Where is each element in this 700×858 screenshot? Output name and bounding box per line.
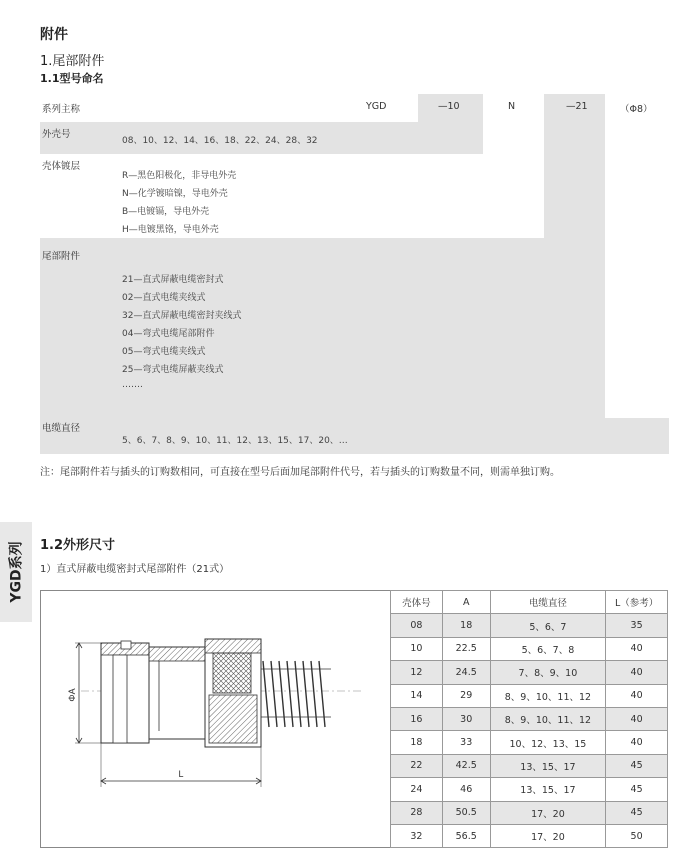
cell-l: 50 <box>606 824 668 847</box>
dimension-l <box>101 743 261 787</box>
cell-cable: 8、9、10、11、12 <box>490 707 606 730</box>
tail-item: 32—直式屏蔽电缆密封夹线式 <box>122 311 242 321</box>
cell-cable: 13、15、17 <box>490 754 606 777</box>
tail-item: ……. <box>122 380 143 390</box>
cable-values: 5、6、7、8、9、10、11、12、13、15、17、20、… <box>122 436 348 446</box>
plating-item: R—黑色阳极化，非导电外壳 <box>122 171 237 181</box>
cell-a: 22.5 <box>442 637 490 660</box>
table-row <box>391 637 668 660</box>
tail-item: 02—直式电缆夹线式 <box>122 293 206 303</box>
cell-a: 56.5 <box>442 824 490 847</box>
plating-item: N—化学镀暗镍，导电外壳 <box>122 189 228 199</box>
series-label: 系列主称 <box>42 104 81 115</box>
plating-item: B—电镀镉，导电外壳 <box>122 207 210 217</box>
table-row <box>391 684 668 707</box>
cable-label: 电缆直径 <box>42 423 81 434</box>
phi-a-label: ΦA <box>67 688 77 702</box>
drawing-subtitle: 1）直式屏蔽电缆密封式尾部附件（21式） <box>40 564 230 575</box>
series-code: YGD <box>366 101 387 112</box>
section-heading-tail: 1.尾部附件 <box>40 54 105 69</box>
cell-shell: 28 <box>391 801 443 824</box>
table-row <box>391 614 668 637</box>
cell-l: 45 <box>606 801 668 824</box>
cell-cable: 7、8、9、10 <box>490 661 606 684</box>
header-cable-diameter: 电缆直径 <box>490 591 606 614</box>
cell-a: 42.5 <box>442 754 490 777</box>
cell-a: 30 <box>442 707 490 730</box>
tail-item: 21—直式屏蔽电缆密封式 <box>122 275 224 285</box>
series-side-tab-label: YGD系列 <box>9 541 25 603</box>
cable-code: （Φ8） <box>620 104 653 115</box>
plating-label: 壳体镀层 <box>42 161 81 172</box>
cell-cable: 8、9、10、11、12 <box>490 684 606 707</box>
header-a: A <box>442 591 490 614</box>
cell-l: 35 <box>606 614 668 637</box>
cell-cable: 10、12、13、15 <box>490 731 606 754</box>
cable-nut <box>205 639 261 747</box>
table-row <box>391 778 668 801</box>
shell-code: —10 <box>438 101 460 112</box>
section-heading-model: 1.1型号命名 <box>40 72 104 85</box>
cell-l: 40 <box>606 707 668 730</box>
shell-values: 08、10、12、14、16、18、22、24、28、32 <box>122 136 318 146</box>
cell-a: 29 <box>442 684 490 707</box>
cell-l: 40 <box>606 684 668 707</box>
cell-a: 33 <box>442 731 490 754</box>
connector-drawing <box>41 591 389 847</box>
cell-shell: 32 <box>391 824 443 847</box>
table-row <box>391 707 668 730</box>
header-shell-size: 壳体号 <box>391 591 443 614</box>
cell-shell: 16 <box>391 707 443 730</box>
shell-label: 外壳号 <box>42 129 71 140</box>
tail-label: 尾部附件 <box>42 251 81 262</box>
page-title: 附件 <box>40 27 68 43</box>
cell-shell: 22 <box>391 754 443 777</box>
cell-l: 45 <box>606 778 668 801</box>
tail-item: 04—弯式电缆尾部附件 <box>122 329 215 339</box>
cell-shell: 18 <box>391 731 443 754</box>
cell-a: 18 <box>442 614 490 637</box>
cell-cable: 13、15、17 <box>490 778 606 801</box>
tail-item: 25—弯式电缆屏蔽夹线式 <box>122 365 224 375</box>
table-row <box>391 824 668 847</box>
cell-shell: 14 <box>391 684 443 707</box>
cell-cable: 17、20 <box>490 801 606 824</box>
cell-cable: 5、6、7、8 <box>490 637 606 660</box>
cell-shell: 24 <box>391 778 443 801</box>
table-row <box>391 731 668 754</box>
cell-l: 45 <box>606 754 668 777</box>
cell-l: 40 <box>606 661 668 684</box>
plating-item: H—电镀黑铬，导电外壳 <box>122 225 219 235</box>
cell-a: 50.5 <box>442 801 490 824</box>
dimension-table <box>390 590 668 848</box>
connector-body <box>101 641 209 743</box>
cell-shell: 08 <box>391 614 443 637</box>
header-l-ref: L（参考） <box>606 591 668 614</box>
cell-shell: 12 <box>391 661 443 684</box>
table-header-row <box>391 591 668 614</box>
cell-cable: 17、20 <box>490 824 606 847</box>
plating-code: N <box>508 101 516 112</box>
dimension-phi-a <box>67 643 101 743</box>
table-row <box>391 801 668 824</box>
tail-item: 05—弯式电缆夹线式 <box>122 347 206 357</box>
note-text: 注：尾部附件若与插头的订购数相同，可直接在型号后面加尾部附件代号，若与插头的订购数量不同，则需单独订购。 <box>40 467 560 478</box>
cell-l: 40 <box>606 637 668 660</box>
table-row <box>391 754 668 777</box>
series-side-tab <box>0 522 32 622</box>
cell-a: 24.5 <box>442 661 490 684</box>
code-block-21 <box>544 94 605 244</box>
l-label: L <box>178 769 184 779</box>
cell-a: 46 <box>442 778 490 801</box>
section-heading-dimensions: 1.2外形尺寸 <box>40 538 116 553</box>
cell-shell: 10 <box>391 637 443 660</box>
cable-spring <box>261 661 331 727</box>
cell-cable: 5、6、7 <box>490 614 606 637</box>
tail-code: —21 <box>566 101 588 112</box>
table-row <box>391 661 668 684</box>
cell-l: 40 <box>606 731 668 754</box>
